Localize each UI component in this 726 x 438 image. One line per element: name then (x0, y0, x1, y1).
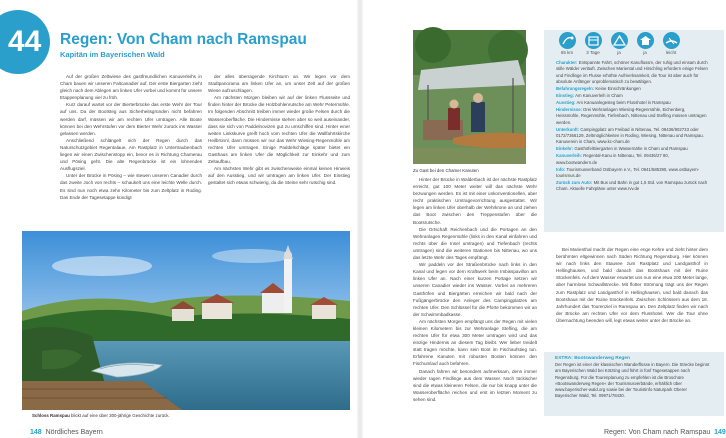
paragraph: Wir paddeln vor der Straßenbrücke nach links in den Kanal und legen vor dem Kraftwerk beim Imbisspavillon am linken Ufer an. Nach einer kurzen Portage setzen wir unseren Canadier wieder ins Wasser. Vorbei an mehreren Gasthöfen und Biergärten erreichen wir bald nach der Fußgängerbrücke den Anleger des Campingplatzes am rechten Ufer. Den Schlüssel für die Pforte bekommen wir an der Schwimmbadkasse. (413, 262, 537, 317)
footer-left (30, 429, 103, 436)
paragraph: Hinter der Brücke in Walderbach ist der nächste Rastplatz erreicht, gut 100 Meter weiter will das nächste Wehr bezwungen werden. Es ist mit einer unkonventionellen, aber recht praktischen Umtragevorrichtung ausgestattet. Wir legen am linken Ufer oberhalb der Wehrkrone an und ziehen das Boot zwischen den Treppenstufen über die Bootsrutsche. (413, 177, 537, 225)
info-item: Kanuverleih: Regental-Kanu in Nittenau, Tel. 09436/27 80, www.bootwandern.de (556, 153, 669, 165)
info-item: Befahrungsregeln: Keine Einschränkungen (556, 86, 641, 92)
left-text-column-1 (60, 73, 202, 228)
paragraph: Auf der großen Zeltwiese des gastfreundlichen Kanuverleihs in Cham bauen wir unseren Faltcanadier auf. Der erste Biergarten zieht gleich nach dem Ablegen am linken Ufer vorbei und kommt für unsere Etappenplanung viel zu früh. (60, 74, 202, 101)
right-text-column-1 (413, 176, 537, 421)
caption-text: blickt auf eine über 300-jährige Geschichte zurück. (69, 413, 170, 418)
paragraph: Danach fahren wir besonders aufmerksam, denn immer wieder ragen Findlinge aus dem Wasser. Noch tückischer sind die etwas kleineren Felsen, die nur bis knapp unter die Wasseroberfläche reichen und erst im letzten Moment zu sehen sind. (413, 368, 537, 402)
difficulty-icon (660, 32, 682, 55)
info-item: Ausstieg: Am Kanuanlegesteg beim Flusshotel in Ramspau (556, 99, 671, 105)
tent-icon (608, 32, 630, 55)
days-label: 3 Tage (586, 50, 600, 55)
tent-label: ja (617, 50, 621, 55)
book-gutter (357, 0, 363, 438)
extra-box-content (555, 356, 710, 399)
footer-right (604, 429, 726, 436)
days-icon (582, 32, 604, 55)
castle-landscape-photo (22, 231, 350, 410)
info-item: Info: Tourismusverband Ostbayern e.V., Tel. 0941/585390, www.ostbayern-tourismus.de (556, 166, 700, 178)
info-item: Hindernisse: Drei Wehranlagen Wiesing-Regenmühle, Eichenberg, Heissmühle, Regenmühle, Tiefenbach, Nittenau und Stefling müssen umtragen werden. (556, 106, 707, 125)
info-item: Zurück zum Auto: Mit Bus und Bahn in gut 1,5 Std. von Ramspau zurück nach Cham. Aktuelle Fahrpläne unter www.rvv.de (556, 179, 708, 192)
info-item: Einstieg: Am Kanuverleih in Cham (556, 93, 623, 99)
info-item: Charakter: Entspannte Fahrt, schöner Kanuflussm, der ruhig und einsam durch stille Wälder verläuft. Zwischen Mariental und Hirschling erfordern einige Felsen und Findlinge im Flusse erhöhte Aufmerksamkeit, die Tour ist aber auch für absolute Anfänger unproblematisch zu bewältigen. (556, 60, 708, 85)
caption-bold: Schloss Ramspau (32, 413, 70, 418)
paragraph: Die Ortschaft Reichenbach und die Portagen an den Wehranlagen Regenmühle (links in den Kanal einfahren und rechts über die Insel umtragen) und Tiefenbach (rechts umtragen) sind die weiteren Stationen bis Nittenau, wo uns das letzte Wehr des Tages empfängt. (413, 226, 537, 261)
canoe-photo-caption: Zu Gast bei den Chamer Kanuten (413, 168, 479, 173)
extra-title: EXTRA: Bootswanderweg Regen (555, 356, 630, 361)
page-number-left: 148 (30, 429, 42, 436)
chapter-title: Regen: Von Cham nach Ramspau (60, 31, 307, 48)
info-item: Unterkunft: Campingplatz am Freibad in Nittenau, Tel. 09436/902733 oder 0172/7366129, Zeltmöglichkeiten in Roding, Wiesing, Nittenau und Ramspau. Kanuverein in Cham, www.kc-cham.de (556, 126, 704, 145)
extra-text: Der Regen ist einer der klassischen Wanderflüsse in Bayern. Die Strecke beginnt am Bayerischen Wald bei Kötzting und führt in fünf Tagesetappen nach Regensburg. Für die Tourenplanung zu empfehlen ist die Broschüre »Bootswanderweg Regen« der Tourismusverbände, erhältlich über www.bayerischer-wald.org sowie bei der Touristinfo Naturpark Oberer Bayerischer Wald, Tel. 09971/78430. (555, 362, 710, 399)
footer-section: Nördliches Bayern (45, 429, 103, 436)
paragraph: Kurz darauf wartet vor der Bierterbrücke das erste Wehr der Tour auf uns. Da der Bootsteg aus Sicherheitsgründen nicht befahren werden darf, müssen wir am rechten Ufer umtragen. Alle Boote können bei den Wehrstufen vor dem Bierter Wehr zurück ins Wasser gelassen werden. (60, 102, 202, 136)
page-number-right: 149 (714, 429, 726, 436)
paragraph: Am nächsten Morgen empfängt uns der Regen mit vielen kleinen Kilometern bis zur Wehranlage Stefling, die am rechten Ufer für etwa 300 Meter umtragen wird und das einzige Hindernis an diesem Tag bleibt. Wer lieber treidelt statt tragen möchte, kann sein Boot im Fischaufstieg tun. Erfahrene Kanuten mit robusten Booten können den Fischumlauf auch befahren. (413, 318, 537, 367)
difficulty-label: leicht (665, 50, 677, 55)
paragraph: Am nächsten Morgen bleiben wir auf der linken Flussseite und finden hinter der Brücke die Holzbohlenrutsche am Wehr Petermühle. Im folgenden Abschnitt treiben immer wieder große Felsen durch die Wasseroberfläche. Die Hindernisse stehen aber so weit auseinander, dass sie sich von Paddelnovizen gut zu umschiffen sind. Hinter einer weiten Linkskurve greift hoch vom rechten Ufer die Wallfahrtskirche Heilbrünnl, dann müssen wir nur das Wehr Wiesing-Regenmühle am rechten Ufer umtragen. Einige Paddelschläge später bietet ein Gasthaus am linken Ufer die Möglichkeit zur Einkehr und zum Zeltaufbau. (208, 95, 350, 165)
photo-caption (32, 413, 170, 418)
tour-info-list (556, 60, 708, 193)
hut-label: ja (643, 50, 647, 55)
info-item: Einkehr: Gasthöfe/Biergarten in Wassernähe in Cham und Ramspau (556, 146, 688, 152)
distance-label: 65 km (560, 50, 574, 55)
right-text-column-2 (556, 246, 708, 346)
paragraph: Am nächsten Wehr gibt es zwischenweise einmal keinen Hinweis auf den Ausstieg, und wir umtragen am linken Ufer. Der Einstieg gestaltet sich etwas schwierig, da die Steine sehr rutschig sind. (208, 166, 350, 186)
canoe-camp-photo (413, 30, 526, 164)
chapter-number-badge: 44 (0, 10, 50, 74)
paragraph: Unter der Brücke in Pösing – wie stewen unseren Canadier durch das zweite Joch von rechts – schaukelt uns eine leichte Welle durch. Es sind nun noch etwa zehn Kilometer bis zum Zeltplatz in Roding. Das Ende der Tagesetappe kündigt (60, 173, 202, 200)
paragraph: der alles überragende Kirchturm an. Wir legen vor dem Stadtpanorama am linken Ufer an, um unser Zelt auf der großen Wiese aufzuschlagen. (208, 74, 350, 94)
chapter-subtitle: Kapitän im Bayerischen Wald (60, 50, 165, 59)
hut-icon (634, 32, 656, 55)
left-text-column-2 (208, 73, 350, 228)
distance-icon (556, 32, 578, 55)
footer-chapter: Regen: Von Cham nach Ramspau (604, 429, 711, 436)
paragraph: Anschließend schlängelt sich der Regen durch das Naturschutzgebiet Regentalaue. Am Rastplatz in Untertraubenbach liegen wir einen Zwischenstopp ein, bevor es in Richtung Chamerau und Pösing geht. Die alte Regenbrücke ist ein lohnendes Ausflugsziel. (60, 137, 202, 172)
paragraph: Bei Marienthal macht der Regen eine enge Kehre und zieht hinter dem berühmten eltgewinnen nach Süden Richtung Regensburg. Hier können wir nach links den Stausee zum Rastplatz und Landgasthof in Hellinghausen, und bald danach das Bootshaus mit der Ruine Stockenfels. Auf dem Wasser erwartet uns nun eine etwa 200 Meter lange, aber harmlose Schwallstrecke. Mit flotter Strömung trägt uns der Regen zum Rastplatz und Landgasthof in Hellinghausen, und bald danach das Bootshaus mit der Ruine Stockenfels. Zwischen Schlössern aus dem 18. Jahrhundert das Tourenziel in Ramspau an. Den Zeltplatz finden wir nach der Brücke am rechten Ufer vor dem Flusshotel. Wer die Tour ohne Übernachtung beenden will, legt etwas weiter unter der Brücke an. (556, 247, 709, 323)
